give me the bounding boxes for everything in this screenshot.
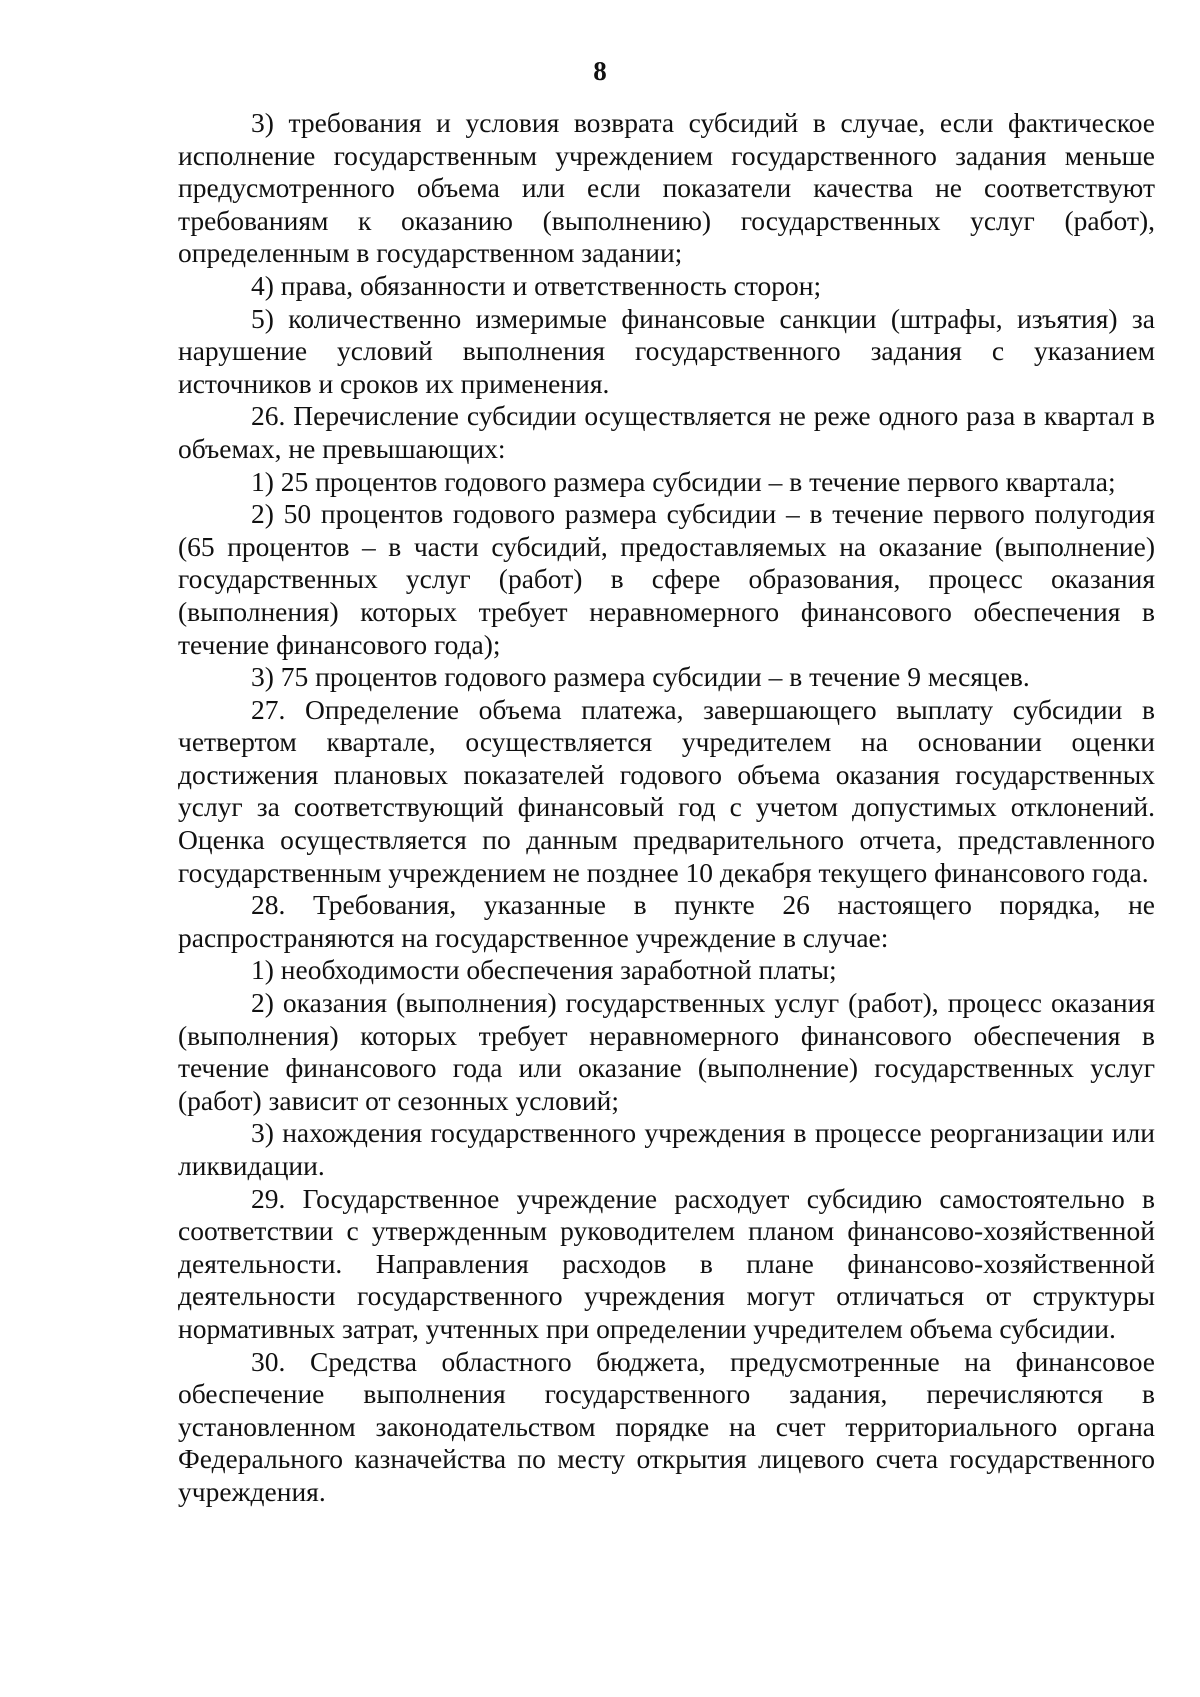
paragraph-26-item-2: 2) 50 процентов годового размера субсидии – в течение первого полугодия (65 процентов – в части субсидий, предоставляемых на оказание (выполнение) государственных услуг (работ) в сфере образования, процесс оказания (выполнения) которых требует неравномерного финансового обеспечения в течение финансового года); — [178, 498, 1155, 660]
paragraph-item-5-sanctions: 5) количественно измеримые финансовые санкции (штрафы, изъятия) за нарушение условий выполнения государственного задания с указанием источников и сроков их применения. — [178, 302, 1155, 399]
paragraph-item-3-return-requirements: 3) требования и условия возврата субсидий в случае, если фактическое исполнение государственным учреждением государственного задания меньше предусмотренного объема или если показатели качества не соответствуют требованиям к оказанию (выполнению) государственных услуг (работ), определенным в государственном задании; — [178, 107, 1155, 269]
paragraph-26-item-3: 3) 75 процентов годового размера субсидии – в течение 9 месяцев. — [251, 661, 1030, 693]
paragraph-26-transfer: 26. Перечисление субсидии осуществляется не реже одного раза в квартал в объемах, не превышающих: — [178, 400, 1155, 464]
paragraph-26-item-1: 1) 25 процентов годового размера субсидии – в течение первого квартала; — [251, 465, 1116, 497]
paragraph-28-exceptions: 28. Требования, указанные в пункте 26 настоящего порядка, не распространяются на государственное учреждение в случае: — [178, 889, 1155, 953]
paragraph-30-budget-funds: 30. Средства областного бюджета, предусмотренные на финансовое обеспечение выполнения государственного задания, перечисляются в установленном законодательством порядке на счет территориального органа Федерального казначейства по месту открытия лицевого счета государственного учреждения. — [178, 1345, 1155, 1507]
document-body — [178, 107, 1155, 1509]
paragraph-29-spending: 29. Государственное учреждение расходует субсидию самостоятельно в соответствии с утвержденным руководителем планом финансово-хозяйственной деятельности. Направления расходов в плане финансово-хозяйственной деятельности государственного учреждения могут отличаться от структуры нормативных затрат, учтенных при определении учредителем объема субсидии. — [178, 1182, 1155, 1344]
paragraph-28-item-1: 1) необходимости обеспечения заработной платы; — [251, 954, 837, 986]
paragraph-item-4-rights: 4) права, обязанности и ответственность сторон; — [251, 269, 822, 301]
paragraph-28-item-2: 2) оказания (выполнения) государственных услуг (работ), процесс оказания (выполнения) которых требует неравномерного финансового обеспечения в течение финансового года или оказание (выполнение) государственных услуг (работ) зависит от сезонных условий; — [178, 987, 1155, 1116]
paragraph-28-item-3: 3) нахождения государственного учреждения в процессе реорганизации или ликвидации. — [178, 1117, 1155, 1181]
paragraph-27-final-payment: 27. Определение объема платежа, завершающего выплату субсидии в четвертом квартале, осуществляется учредителем на основании оценки достижения плановых показателей годового объема оказания государственных услуг за соответствующий финансовый год с учетом допустимых отклонений. Оценка осуществляется по данным предварительного отчета, представленного государственным учреждением не позднее 10 декабря текущего финансового года. — [178, 693, 1155, 888]
page-number: 8 — [593, 56, 607, 86]
